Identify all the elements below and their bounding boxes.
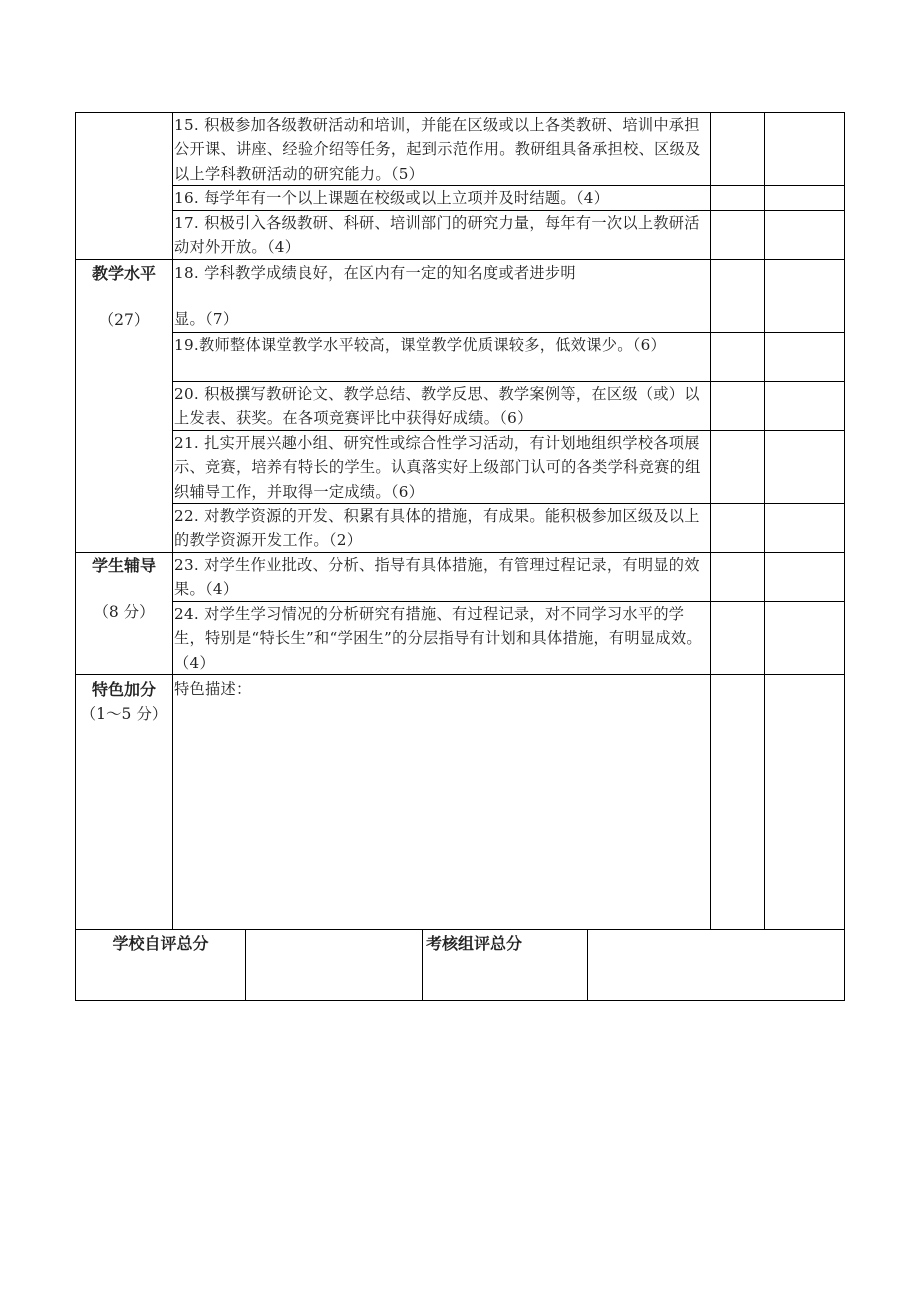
criterion-item: 15. 积极参加各级教研活动和培训，并能在区级或以上各类教研、培训中承担公开课、讲座、经验介绍等任务，起到示范作用。教研组具备承担校、区级及以上学科教研活动的研究能力。（5） (174, 116, 701, 183)
self-score-cell[interactable] (711, 113, 764, 929)
criterion-item: 21. 扎实开展兴趣小组、研究性或综合性学习活动，有计划地组织学校各项展示、竞赛，培养有特长的学生。认真落实好上级部门认可的各类学科竞赛的组织辅导工作，并取得一定成绩。（6） (174, 434, 701, 501)
criterion-item: 23. 对学生作业批改、分析、指导有具体措施，有管理过程记录，有明显的效果。（4） (174, 556, 700, 599)
table-border (844, 112, 845, 1001)
criterion-item: 18. 学科教学成绩良好，在区内有一定的知名度或者进步明 (174, 264, 576, 282)
table-border (75, 1000, 845, 1001)
assessment-score-cell[interactable] (765, 113, 844, 929)
assessment-total-value[interactable] (588, 930, 844, 1000)
category-score-student-guidance: （8 分） (93, 603, 155, 621)
special-description-label: 特色描述： (174, 680, 252, 698)
table-border (422, 929, 423, 1001)
category-score-teaching-level: （27） (98, 311, 150, 329)
category-title-teaching-level: 教学水平 (91, 264, 156, 283)
school-self-total-label: 学校自评总分 (112, 934, 209, 953)
criterion-item: 20. 积极撰写教研论文、教学总结、教学反思、教学案例等，在区级（或）以上发表、获奖。在各项竞赛评比中获得好成绩。（6） (174, 385, 700, 428)
criterion-item: 22. 对教学资源的开发、积累有具体的措施，有成果。能积极参加区级及以上的教学资源开发工作。（2） (174, 507, 700, 550)
category-score-special-bonus: （1～5 分） (80, 705, 168, 723)
category-title-student-guidance: 学生辅导 (91, 556, 156, 575)
criterion-item: 显。（7） (174, 310, 239, 328)
school-self-total-value[interactable] (246, 930, 422, 1000)
criterion-item: 19.教师整体课堂教学水平较高，课堂教学优质课较多，低效课少。（6） (174, 336, 667, 354)
category-title-special-bonus: 特色加分 (91, 680, 156, 699)
criterion-item: 16. 每学年有一个以上课题在校级或以上立项并及时结题。（4） (174, 189, 610, 207)
criterion-item: 24. 对学生学习情况的分析研究有措施、有过程记录，对不同学习水平的学生，特别是“特长生”和“学困生”的分层指导有计划和具体措施，有明显成效。（4） (174, 605, 702, 672)
criterion-item: 17. 积极引入各级教研、科研、培训部门的研究力量，每年有一次以上教研活动对外开放。（4） (174, 214, 700, 257)
assessment-total-label: 考核组评总分 (426, 934, 523, 953)
